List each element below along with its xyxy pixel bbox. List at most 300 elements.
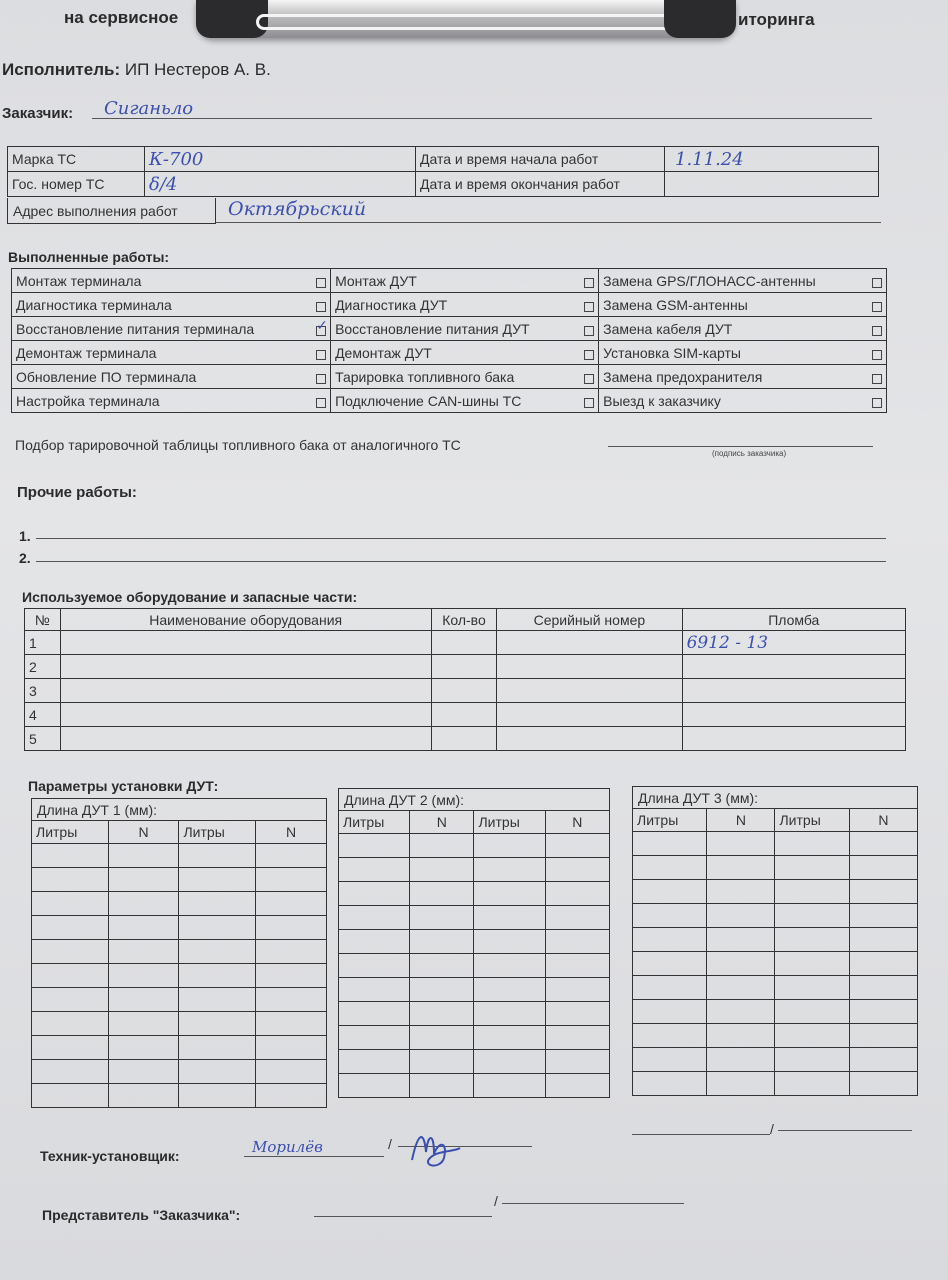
dut-cell <box>410 1026 474 1050</box>
equipment-row <box>25 631 906 655</box>
dut-cell <box>633 904 707 928</box>
representative-name-line <box>314 1216 492 1217</box>
work-label: Замена предохранителя <box>603 368 763 385</box>
work-checkbox[interactable] <box>872 350 882 360</box>
address-value: Октябрьский <box>228 198 367 220</box>
dut-cell <box>32 1060 109 1084</box>
work-item <box>331 317 599 341</box>
works-row <box>12 317 887 341</box>
dut-cell <box>633 880 707 904</box>
dut-cell <box>32 868 109 892</box>
work-label: Восстановление питания терминала <box>16 320 255 337</box>
dut-cell <box>339 1050 410 1074</box>
equipment-cell <box>682 703 905 727</box>
dut-row <box>32 892 327 916</box>
dut-cell <box>32 892 109 916</box>
equipment-cell: 2 <box>25 655 61 679</box>
work-label: Замена GPS/ГЛОНАСС-антенны <box>603 272 816 289</box>
technician-signature <box>404 1122 464 1172</box>
dut-cell <box>775 856 849 880</box>
performer-label: Исполнитель: <box>2 60 121 79</box>
dut-cell <box>179 916 256 940</box>
equipment-cell <box>497 679 682 703</box>
dut-cell <box>545 882 609 906</box>
work-checkbox[interactable] <box>316 278 326 288</box>
dut-cell <box>410 978 474 1002</box>
works-table <box>11 268 887 413</box>
dut-cell <box>849 1072 917 1096</box>
dut-row <box>633 904 918 928</box>
technician-slash: / <box>388 1136 392 1152</box>
dut-row <box>32 964 327 988</box>
dut-cell <box>849 1000 917 1024</box>
dut-row <box>339 930 610 954</box>
name-header: Наименование оборудования <box>60 609 431 631</box>
dut-cell <box>474 1002 545 1026</box>
right-line-2 <box>778 1130 912 1131</box>
performer-line <box>2 60 271 80</box>
works-row <box>12 365 887 389</box>
dut-cell <box>410 1074 474 1098</box>
dut-cell <box>775 832 849 856</box>
work-item <box>331 341 599 365</box>
dut-cell <box>108 844 179 868</box>
dut-cell <box>410 930 474 954</box>
dut-cell <box>849 976 917 1000</box>
dut-cell <box>339 834 410 858</box>
dut-row <box>633 880 918 904</box>
technician-name-line <box>244 1156 384 1157</box>
dut-row <box>32 916 327 940</box>
work-label: Демонтаж терминала <box>16 344 157 361</box>
dut-cell <box>108 964 179 988</box>
dut-cell <box>339 882 410 906</box>
other-work-1-number: 1. <box>19 528 31 544</box>
dut-cell <box>545 930 609 954</box>
dut-cell <box>256 916 327 940</box>
dut-cell <box>775 1024 849 1048</box>
work-item <box>331 389 599 413</box>
dut-row <box>339 834 610 858</box>
dut-table <box>31 820 327 1108</box>
dut-header-row <box>339 811 610 834</box>
dut-cell <box>32 964 109 988</box>
work-label: Монтаж терминала <box>16 272 142 289</box>
dut-cell <box>179 892 256 916</box>
dut-cell <box>545 954 609 978</box>
work-item <box>331 269 599 293</box>
dut-cell <box>410 858 474 882</box>
dut-row <box>32 988 327 1012</box>
work-checkbox[interactable] <box>584 326 594 336</box>
dut-cell <box>707 880 775 904</box>
seal-header: Пломба <box>682 609 905 631</box>
dut-cell <box>339 906 410 930</box>
dut-column-header: N <box>410 811 474 834</box>
dut-cell <box>474 930 545 954</box>
works-row <box>12 341 887 365</box>
technician-label: Техник-установщик: <box>40 1148 180 1164</box>
dut-cell <box>108 988 179 1012</box>
dut-row <box>339 1026 610 1050</box>
work-checkbox[interactable] <box>584 398 594 408</box>
dut-cell <box>108 940 179 964</box>
dut-cell <box>633 856 707 880</box>
work-item <box>599 317 887 341</box>
dut-column-header: Литры <box>775 809 849 832</box>
dut-row <box>32 844 327 868</box>
dut-cell <box>32 916 109 940</box>
equipment-cell <box>60 727 431 751</box>
equipment-cell: 1 <box>25 631 61 655</box>
dut-table <box>632 808 918 1096</box>
work-checkbox[interactable] <box>872 326 882 336</box>
dut-cell <box>339 1074 410 1098</box>
dut-cell <box>545 978 609 1002</box>
dut-column-header: Литры <box>179 821 256 844</box>
dut-cell <box>775 976 849 1000</box>
dut-header-row <box>633 809 918 832</box>
dut-column-header: N <box>849 809 917 832</box>
equipment-cell <box>682 655 905 679</box>
work-label: Установка SIM-карты <box>603 344 741 361</box>
brand-label: Марка ТС <box>8 147 145 172</box>
dut-row <box>633 832 918 856</box>
dut-cell <box>256 1060 327 1084</box>
dut-cell <box>474 1050 545 1074</box>
dut-cell <box>474 1074 545 1098</box>
serial-header: Серийный номер <box>497 609 682 631</box>
customer-signature-line <box>608 446 873 447</box>
dut-cell <box>256 940 327 964</box>
dut-row <box>633 856 918 880</box>
work-checkbox[interactable] <box>584 350 594 360</box>
equipment-cell <box>682 727 905 751</box>
dut-cell <box>633 1024 707 1048</box>
dut-column-header: N <box>108 821 179 844</box>
works-row <box>12 269 887 293</box>
equipment-table <box>24 608 906 751</box>
dut-cell <box>474 1026 545 1050</box>
work-label: Демонтаж ДУТ <box>335 344 432 361</box>
equipment-cell <box>431 655 496 679</box>
other-work-1-line <box>36 538 886 539</box>
dut-cell <box>545 1002 609 1026</box>
dut-cell <box>179 1084 256 1108</box>
equipment-cell <box>431 679 496 703</box>
equipment-cell <box>60 631 431 655</box>
dut-cell <box>849 880 917 904</box>
dut-cell <box>339 978 410 1002</box>
work-checkbox[interactable] <box>316 350 326 360</box>
equipment-cell <box>431 703 496 727</box>
clip-right-end <box>664 0 736 38</box>
dut-cell <box>849 1024 917 1048</box>
dut-cell <box>707 976 775 1000</box>
dut-cell <box>775 1048 849 1072</box>
dut-cell <box>707 1048 775 1072</box>
dut-cell <box>108 1036 179 1060</box>
dut-cell <box>545 1074 609 1098</box>
plate-value: δ/4 <box>145 172 416 197</box>
dut-cell <box>410 954 474 978</box>
dut-column-header: N <box>707 809 775 832</box>
other-work-2-line <box>36 561 886 562</box>
start-label: Дата и время начала работ <box>416 147 665 172</box>
dut-cell <box>179 1036 256 1060</box>
dut-cell <box>633 832 707 856</box>
dut-column-header: N <box>545 811 609 834</box>
dut-cell <box>545 906 609 930</box>
dut-cell <box>339 1026 410 1050</box>
dut-caption: Длина ДУТ 1 (мм): <box>31 798 327 820</box>
brand-value: К-700 <box>145 147 416 172</box>
dut-cell <box>32 988 109 1012</box>
customer-label: Заказчик: <box>2 105 74 122</box>
dut-cell <box>410 1002 474 1026</box>
dut-row <box>339 954 610 978</box>
document-title-left: на сервисное <box>64 8 179 27</box>
work-label: Настройка терминала <box>16 392 160 409</box>
work-label: Подключение CAN-шины ТС <box>335 392 522 409</box>
equipment-cell <box>497 631 682 655</box>
dut-cell <box>256 1084 327 1108</box>
dut-row <box>633 928 918 952</box>
work-checkbox[interactable] <box>872 278 882 288</box>
dut-cell <box>849 928 917 952</box>
dut-row <box>633 976 918 1000</box>
dut-cell <box>256 988 327 1012</box>
work-checkbox[interactable] <box>316 326 326 336</box>
work-label: Выезд к заказчику <box>603 392 721 409</box>
customer-handwritten: Сиганьло <box>104 98 194 119</box>
dut-cell <box>707 952 775 976</box>
address-label: Адрес выполнения работ <box>7 198 216 224</box>
dut-cell <box>707 1072 775 1096</box>
equipment-cell <box>497 655 682 679</box>
dut-row <box>339 1074 610 1098</box>
representative-signature-line <box>502 1203 684 1204</box>
equipment-cell <box>431 727 496 751</box>
dut-cell <box>633 976 707 1000</box>
dut-column-header: Литры <box>32 821 109 844</box>
dut-column-header: Литры <box>339 811 410 834</box>
dut-cell <box>256 892 327 916</box>
work-item <box>331 293 599 317</box>
work-item <box>599 365 887 389</box>
dut-cell <box>339 954 410 978</box>
dut-cell <box>707 856 775 880</box>
dut-cell <box>256 1036 327 1060</box>
dut-cell <box>633 928 707 952</box>
calibration-label: Подбор тарировочной таблицы топливного бака от аналогичного ТС <box>15 437 461 453</box>
dut-cell <box>775 1072 849 1096</box>
work-label: Тарировка топливного бака <box>335 368 515 385</box>
work-checkbox[interactable] <box>872 398 882 408</box>
dut-cell <box>179 988 256 1012</box>
clipboard-clip <box>196 0 736 38</box>
dut-cell <box>545 1026 609 1050</box>
signature-caption: (подпись заказчика) <box>712 449 787 458</box>
work-checkbox[interactable] <box>316 302 326 312</box>
dut-cell <box>179 844 256 868</box>
dut-cell <box>256 868 327 892</box>
dut-cell <box>545 834 609 858</box>
dut-row <box>633 952 918 976</box>
dut-column-header: Литры <box>633 809 707 832</box>
dut-row <box>339 978 610 1002</box>
work-item <box>12 293 331 317</box>
dut-cell <box>474 834 545 858</box>
dut-cell <box>256 964 327 988</box>
dut-row <box>32 1060 327 1084</box>
works-row <box>12 389 887 413</box>
dut-cell <box>775 880 849 904</box>
dut-cell <box>633 952 707 976</box>
dut-row <box>339 906 610 930</box>
equipment-header-row <box>25 609 906 631</box>
dut-row <box>633 1048 918 1072</box>
dut-cell <box>108 916 179 940</box>
dut-cell <box>256 1012 327 1036</box>
work-item <box>599 293 887 317</box>
dut-row <box>633 1024 918 1048</box>
work-label: Восстановление питания ДУТ <box>335 320 530 337</box>
qty-header: Кол-во <box>431 609 496 631</box>
dut-cell <box>179 868 256 892</box>
dut-row <box>32 940 327 964</box>
dut-cell <box>179 1012 256 1036</box>
dut-cell <box>474 882 545 906</box>
dut-cell <box>256 844 327 868</box>
work-checkbox[interactable] <box>872 374 882 384</box>
work-label: Замена кабеля ДУТ <box>603 320 733 337</box>
work-item <box>12 269 331 293</box>
dut-caption: Длина ДУТ 2 (мм): <box>338 788 610 810</box>
work-item <box>12 389 331 413</box>
dut-cell <box>32 940 109 964</box>
work-checkbox[interactable] <box>316 374 326 384</box>
equipment-cell <box>497 727 682 751</box>
dut-table <box>338 810 610 1098</box>
work-label: Диагностика ДУТ <box>335 296 448 313</box>
equipment-cell <box>60 679 431 703</box>
work-item <box>599 341 887 365</box>
dut-cell <box>108 1012 179 1036</box>
technician-name: Морилёв <box>252 1138 323 1156</box>
dut-cell <box>339 858 410 882</box>
representative-slash: / <box>494 1193 498 1209</box>
dut-cell <box>410 1050 474 1074</box>
dut-row <box>339 882 610 906</box>
address-line <box>216 222 881 223</box>
dut-cell <box>707 1024 775 1048</box>
works-row <box>12 293 887 317</box>
work-label: Диагностика терминала <box>16 296 172 313</box>
right-line-1 <box>632 1134 770 1135</box>
dut-cell <box>707 904 775 928</box>
dut-cell <box>32 1084 109 1108</box>
dut-row <box>32 1084 327 1108</box>
work-checkbox[interactable] <box>584 278 594 288</box>
dut-cell <box>339 1002 410 1026</box>
dut-cell <box>849 832 917 856</box>
dut-cell <box>775 952 849 976</box>
dut-cell <box>410 882 474 906</box>
performer-value: ИП Нестеров А. В. <box>124 60 271 79</box>
work-label: Замена GSM-антенны <box>603 296 748 313</box>
dut-cell <box>775 1000 849 1024</box>
dut-row <box>32 1036 327 1060</box>
equipment-row <box>25 655 906 679</box>
dut-params-title: Параметры установки ДУТ: <box>28 778 219 794</box>
dut-row <box>32 868 327 892</box>
equipment-cell <box>497 703 682 727</box>
dut-row <box>633 1072 918 1096</box>
dut-cell <box>849 1048 917 1072</box>
dut-column-header: Литры <box>474 811 545 834</box>
dut-cell <box>32 1036 109 1060</box>
plate-label: Гос. номер ТС <box>8 172 145 197</box>
dut-cell <box>849 856 917 880</box>
dut-cell <box>410 906 474 930</box>
dut-cell <box>108 1084 179 1108</box>
work-item <box>12 317 331 341</box>
dut-cell <box>410 834 474 858</box>
dut-cell <box>474 858 545 882</box>
representative-label: Представитель "Заказчика": <box>42 1207 241 1223</box>
work-item <box>599 389 887 413</box>
num-header: № <box>25 609 61 631</box>
end-label: Дата и время окончания работ <box>416 172 665 197</box>
equipment-cell <box>431 631 496 655</box>
vehicle-table <box>7 146 879 197</box>
end-value <box>665 172 879 197</box>
work-checkbox[interactable] <box>316 398 326 408</box>
dut-cell <box>474 954 545 978</box>
work-label: Обновление ПО терминала <box>16 368 197 385</box>
dut-cell <box>633 1072 707 1096</box>
dut-cell <box>32 844 109 868</box>
work-checkbox[interactable] <box>872 302 882 312</box>
dut-row <box>339 1002 610 1026</box>
dut-cell <box>707 832 775 856</box>
start-value: 1.11.24 <box>665 147 879 172</box>
work-checkbox[interactable] <box>584 302 594 312</box>
dut-cell <box>474 978 545 1002</box>
dut-cell <box>633 1048 707 1072</box>
dut-row <box>633 1000 918 1024</box>
dut-row <box>32 1012 327 1036</box>
work-item <box>599 269 887 293</box>
work-label: Монтаж ДУТ <box>335 272 417 289</box>
equipment-row <box>25 679 906 703</box>
equipment-cell <box>60 655 431 679</box>
dut-cell <box>545 1050 609 1074</box>
work-item <box>12 365 331 389</box>
dut-cell <box>775 928 849 952</box>
equipment-cell <box>60 703 431 727</box>
dut-cell <box>849 952 917 976</box>
equipment-row <box>25 727 906 751</box>
dut-cell <box>545 858 609 882</box>
works-title: Выполненные работы: <box>8 249 170 265</box>
work-item <box>331 365 599 389</box>
equipment-cell: 5 <box>25 727 61 751</box>
work-checkbox[interactable] <box>584 374 594 384</box>
dut-cell <box>108 868 179 892</box>
dut-row <box>339 858 610 882</box>
